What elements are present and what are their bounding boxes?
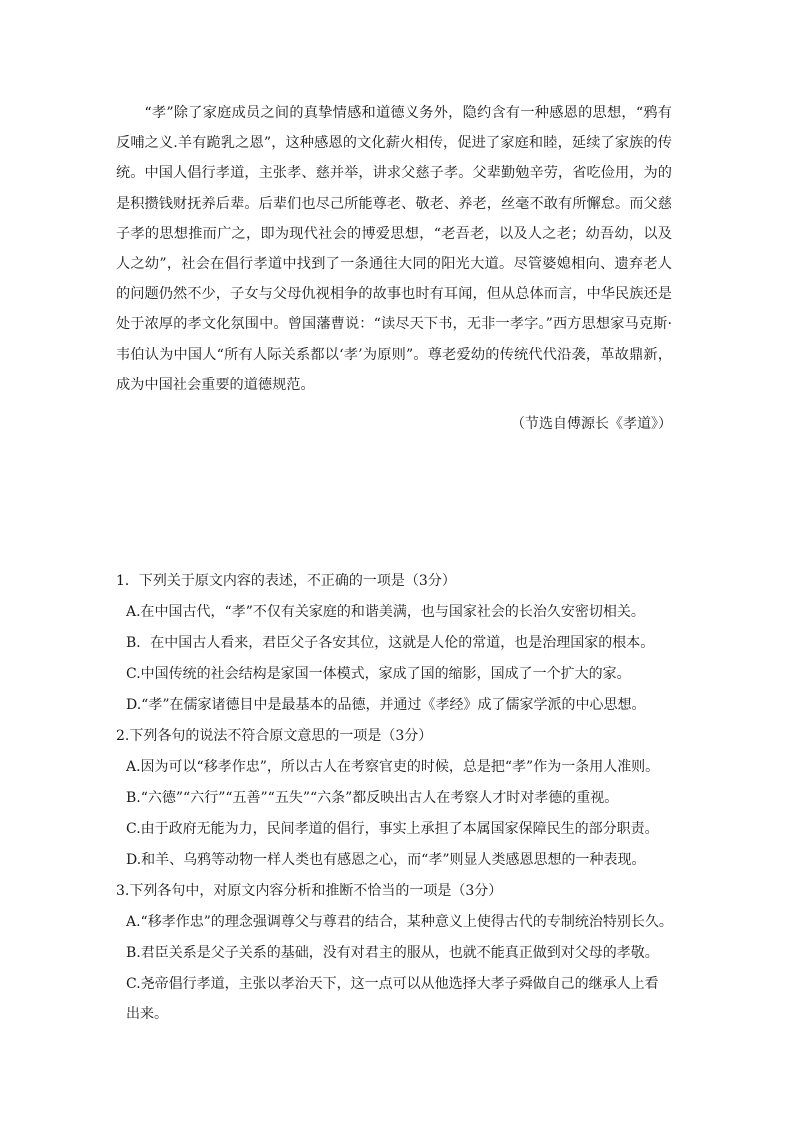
option-d: D.“孝”在儒家诸德目中是最基本的品德，并通过《孝经》成了儒家学派的中心思想。 — [126, 697, 646, 713]
question-stem: 1．下列关于原文内容的表述，不正确的一项是（3分） — [116, 573, 456, 589]
option-d: D.和羊、乌鸦等动物一样人类也有感恩之心，而“孝”则显人类感恩思想的一种表现。 — [126, 852, 646, 868]
question-stem: 3.下列各句中，对原文内容分析和推断不恰当的一项是（3分） — [116, 883, 503, 899]
option-a: A.“移孝作忠”的理念强调尊父与尊君的结合，某种意义上使得古代的专制统治特别长久。 — [126, 914, 673, 930]
option-b: B.君臣关系是父子关系的基础，没有对君主的服从，也就不能真正做到对父母的孝敬。 — [126, 945, 659, 961]
option-a: A.因为可以“移孝作忠”，所以古人在考察官吏的时候，总是把“孝”作为一条用人准则。 — [126, 759, 660, 775]
option-c: C.尧帝倡行孝道，主张以孝治天下，这一点可以从他选择大孝子舜做自己的继承人上看出来。 — [126, 976, 659, 1022]
option-b: B.“六德”“六行”“五善”“五失”“六条”都反映出古人在考察人才时对孝德的重视。 — [126, 790, 619, 806]
passage-source: （节选自傅源长《孝道》） — [511, 416, 672, 432]
option-a: A.在中国古代，“孝”不仅有关家庭的和谐美满，也与国家社会的长治久安密切相关。 — [126, 604, 645, 620]
passage-paragraph: “孝”除了家庭成员之间的真挚情感和道德义务外，隐约含有一种感恩的思想，“鸦有反哺之义.羊有跪乳之恩”，这种感恩的文化薪火相传，促进了家庭和睦，延续了家族的传统。中国人倡行孝道，主张孝、慈并举，讲求父慈子孝。父辈勤勉辛劳，省吃俭用，为的是积攒钱财抚养后辈。后辈们也尽己所能尊老、敬老、养老，丝毫不敢有所懈怠。而父慈子孝的思想推而广之，即为现代社会的博爱思想，“老吾老，以及人之老；幼吾幼，以及人之幼”，社会在倡行孝道中找到了一条通往大同的阳光大道。尽管婆媳相向、遗弃老人的问题仍然不少，子女与父母仇视相争的故事也时有耳闻，但从总体而言，中华民族还是处于浓厚的孝文化氛围中。曾国藩曹说：“读尽天下书，无非一孝字。”西方思想家马克斯·韦伯认为中国人“所有人际关系都以‘孝’为原则”。尊老爱幼的传统代代沿袭，革故鼎新，成为中国社会重要的道德规范。 — [116, 105, 672, 393]
question-list — [116, 566, 696, 1029]
option-c: C.由于政府无能为力，民间孝道的倡行，事实上承担了本属国家保障民生的部分职责。 — [126, 821, 659, 837]
question-stem: 2.下列各句的说法不符合原文意思的一项是（3分） — [116, 728, 433, 744]
option-b: B．在中国古人看来，君臣父子各安其位，这就是人伦的常道，也是治理国家的根本。 — [126, 635, 655, 651]
option-c: C.中国传统的社会结构是家国一体模式，家成了国的缩影，国成了一个扩大的家。 — [126, 666, 631, 682]
